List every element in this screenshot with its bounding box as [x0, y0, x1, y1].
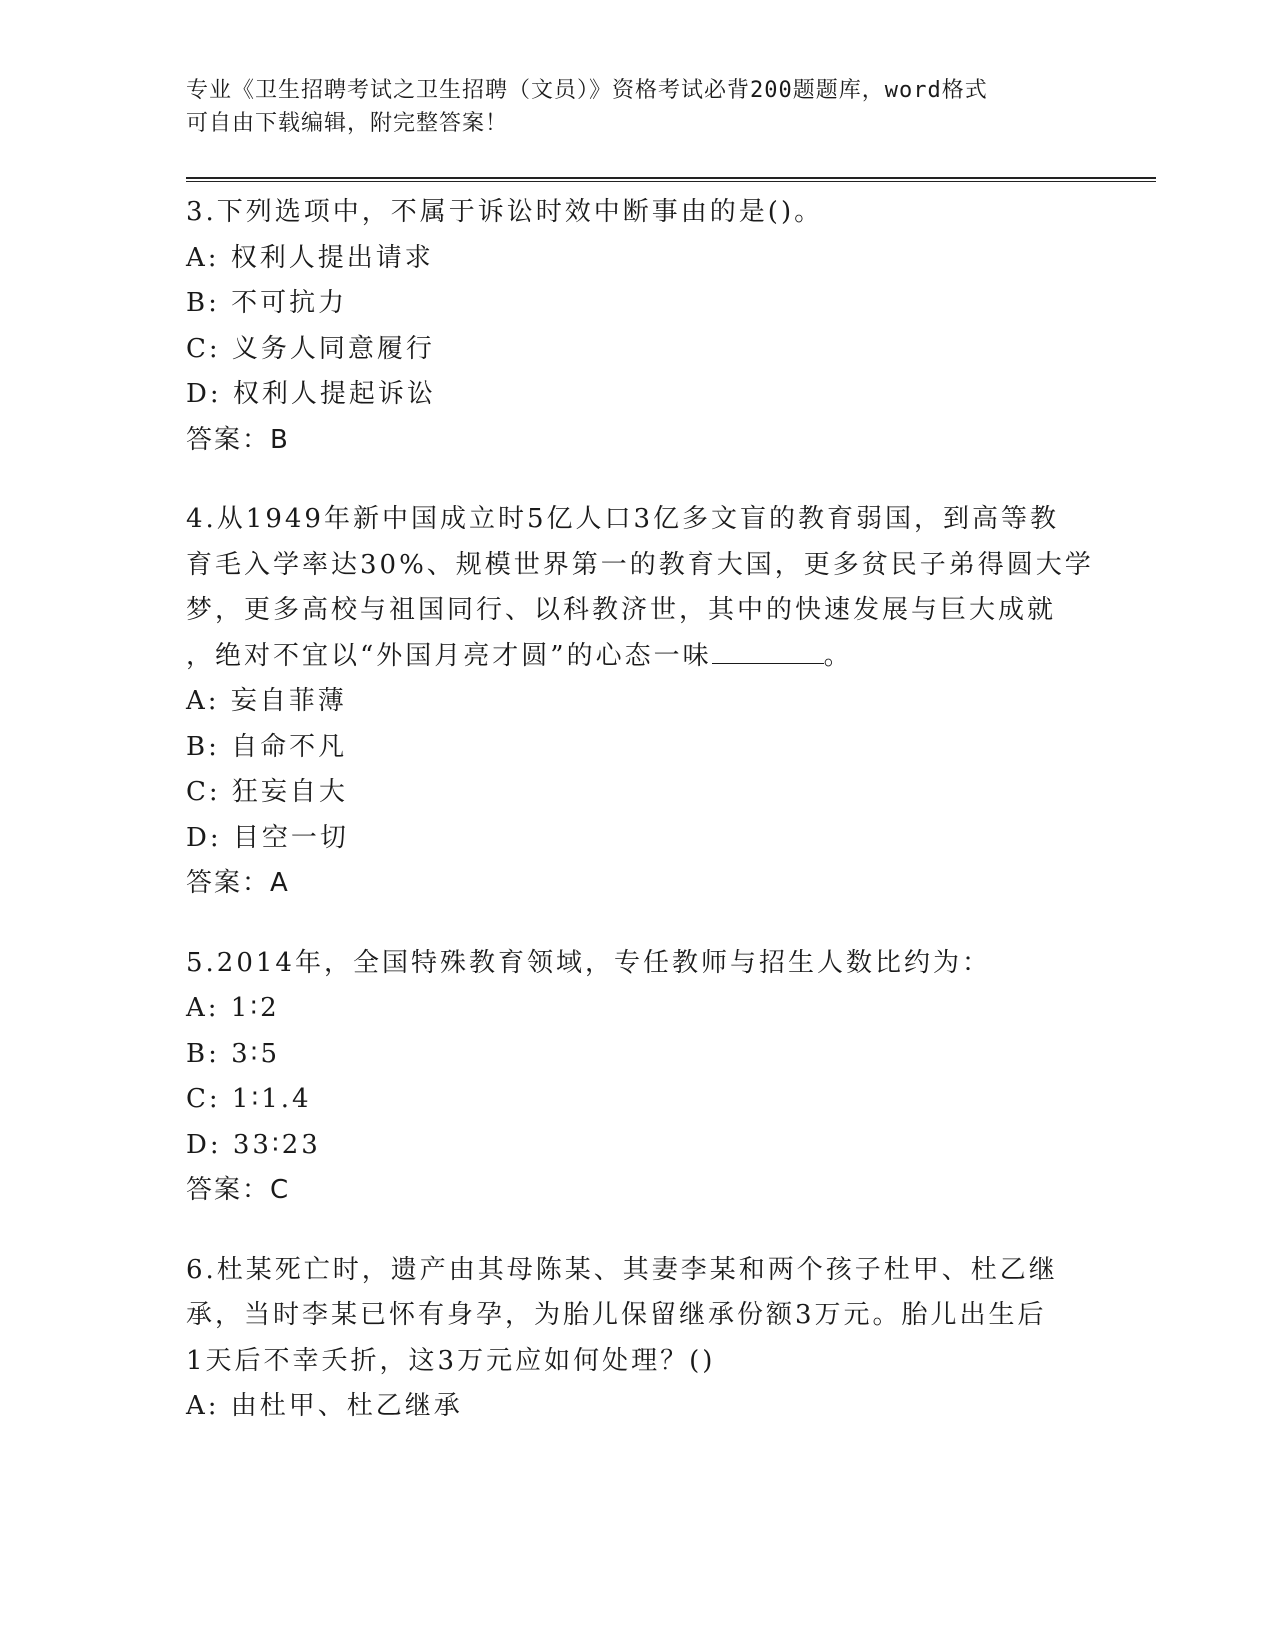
question-5-option-c: C: 1∶1.4 [186, 1084, 312, 1114]
question-5-answer: 答案：C [186, 1175, 291, 1205]
question-4-option-c: C: 狂妄自大 [186, 777, 348, 807]
question-list [186, 190, 1094, 1464]
header-line-1: 专业《卫生招聘考试之卫生招聘（文员）》资格考试必背200题题库，word格式 [186, 78, 988, 103]
question-4-stem-text: ，绝对不宜以“外国月亮才圆”的心态一味 [186, 640, 712, 671]
question-5-option-d: D: 33∶23 [186, 1129, 321, 1160]
question-3-option-d: D: 权利人提起诉讼 [186, 379, 436, 409]
question-3-option-a: A: 权利人提出请求 [186, 242, 434, 273]
question-4-option-d: D: 目空一切 [186, 822, 349, 853]
question-4-stem-line-3: 梦，更多高校与祖国同行、以科教济世，其中的快速发展与巨大成就 [186, 595, 1057, 625]
header-line-2: 可自由下载编辑，附完整答案！ [186, 111, 509, 136]
question-5-stem: 5.2014年，全国特殊教育领域，专任教师与招生人数比约为： [186, 947, 991, 978]
question-5-option-a: A: 1∶2 [186, 993, 280, 1023]
question-4 [186, 497, 1094, 907]
question-4-stem-end: 。 [823, 640, 853, 671]
question-6-stem-line-2: 承，当时李某已怀有身孕，为胎儿保留继承份额3万元。胎儿出生后 [186, 1300, 1047, 1330]
header-divider [186, 177, 1156, 182]
question-3 [186, 190, 1086, 463]
question-3-option-c: C: 义务人同意履行 [186, 333, 435, 364]
question-4-option-b: B: 自命不凡 [186, 731, 348, 762]
question-5-option-b: B: 3∶5 [186, 1038, 280, 1069]
question-5 [186, 941, 1086, 1214]
question-4-stem-line-2: 育毛入学率达30%、规模世界第一的教育大国，更多贫民子弟得圆大学 [186, 549, 1094, 580]
question-6-stem-line-3: 1天后不幸夭折，这3万元应如何处理？() [186, 1345, 716, 1376]
question-6-option-a: A: 由杜甲、杜乙继承 [186, 1391, 463, 1421]
document-header [186, 74, 1066, 140]
question-3-stem: 3.下列选项中，不属于诉讼时效中断事由的是()。 [186, 197, 824, 227]
fill-in-blank [712, 643, 824, 664]
question-3-option-b: B: 不可抗力 [186, 288, 348, 318]
question-6 [186, 1248, 1086, 1430]
question-4-option-a: A: 妄自菲薄 [186, 686, 347, 716]
question-6-stem-line-1: 6.杜某死亡时，遗产由其母陈某、其妻李某和两个孩子杜甲、杜乙继 [186, 1254, 1058, 1285]
question-4-stem-line-4 [186, 634, 1086, 680]
question-4-answer: 答案：A [186, 868, 290, 898]
question-3-answer: 答案：B [186, 424, 290, 455]
question-4-stem-line-1: 4.从1949年新中国成立时5亿人口3亿多文盲的教育弱国，到高等教 [186, 504, 1060, 534]
